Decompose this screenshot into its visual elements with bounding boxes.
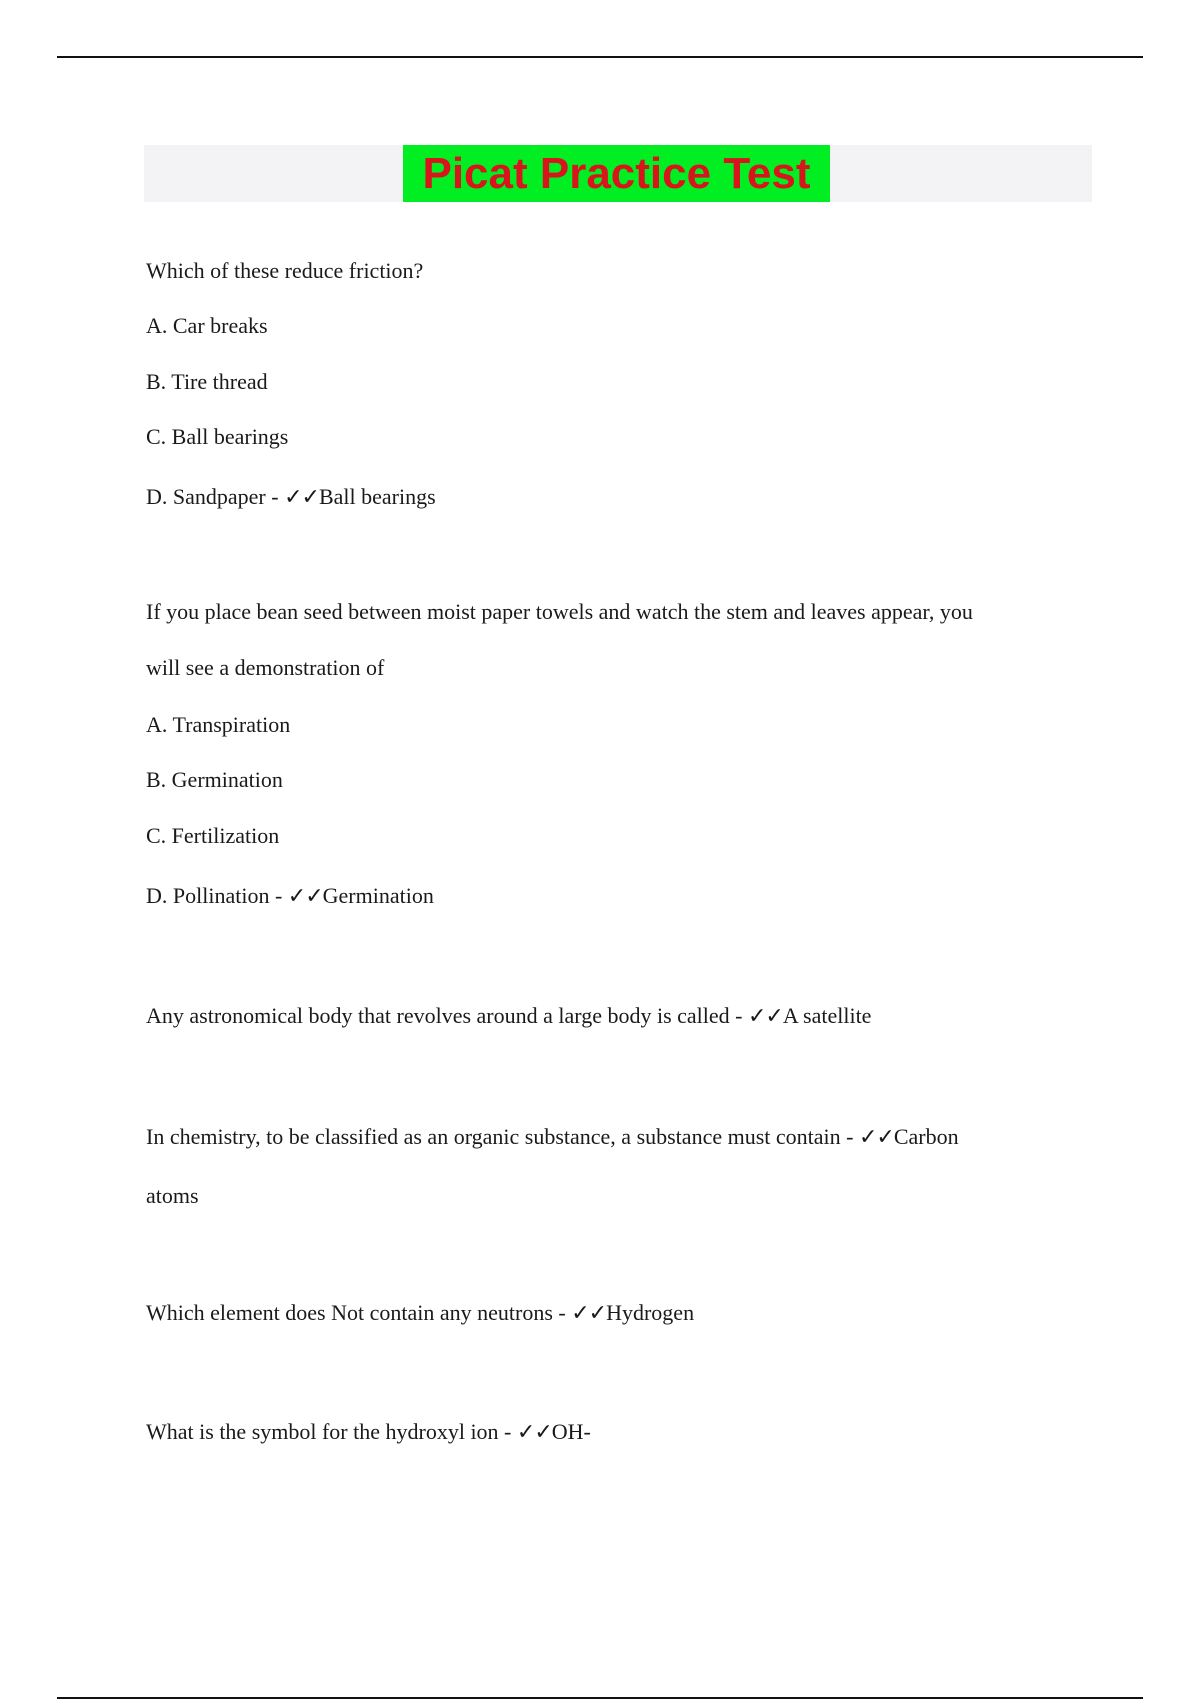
correct-answer: OH-	[551, 1419, 591, 1444]
question-with-answer	[146, 1123, 959, 1152]
question-text: What is the symbol for the hydroxyl ion -	[146, 1419, 517, 1444]
double-check-icon: ✓✓	[747, 1004, 783, 1029]
bottom-rule	[57, 1697, 1143, 1699]
question-text: In chemistry, to be classified as an organic substance, a substance must contain -	[146, 1124, 859, 1149]
question-with-answer	[146, 1418, 591, 1447]
double-check-icon: ✓✓	[287, 884, 323, 909]
answer-option: B. Tire thread	[146, 369, 268, 394]
correct-answer: Germination	[322, 883, 434, 908]
answer-option-with-answer	[146, 882, 434, 911]
double-check-icon: ✓✓	[858, 1125, 894, 1150]
question-text: If you place bean seed between moist paper towels and watch the stem and leaves appear, you	[146, 599, 973, 624]
correct-answer: Carbon	[893, 1124, 959, 1149]
document-title: Picat Practice Test	[403, 145, 830, 202]
double-check-icon: ✓✓	[571, 1301, 607, 1326]
question-with-answer	[146, 1299, 694, 1328]
answer-option: A. Transpiration	[146, 712, 291, 737]
double-check-icon: ✓✓	[516, 1420, 552, 1445]
question-text: Which of these reduce friction?	[146, 258, 424, 283]
correct-answer: Hydrogen	[606, 1300, 695, 1325]
question-with-answer	[146, 1002, 871, 1031]
answer-option: C. Ball bearings	[146, 424, 289, 449]
double-check-icon: ✓✓	[284, 485, 319, 510]
answer-option-label: D. Pollination -	[146, 883, 288, 908]
correct-answer: Ball bearings	[318, 484, 436, 509]
answer-option-with-answer	[146, 483, 436, 512]
answer-option: A. Car breaks	[146, 313, 268, 338]
question-text: Which element does Not contain any neutrons -	[146, 1300, 572, 1325]
correct-answer: A satellite	[782, 1003, 872, 1028]
answer-option: B. Germination	[146, 767, 283, 792]
correct-answer-continued: atoms	[146, 1183, 199, 1208]
answer-option: C. Fertilization	[146, 823, 280, 848]
question-text-continued: will see a demonstration of	[146, 655, 385, 680]
answer-option-label: D. Sandpaper -	[146, 484, 285, 509]
top-rule	[57, 56, 1143, 58]
question-text: Any astronomical body that revolves around a large body is called -	[146, 1003, 748, 1028]
